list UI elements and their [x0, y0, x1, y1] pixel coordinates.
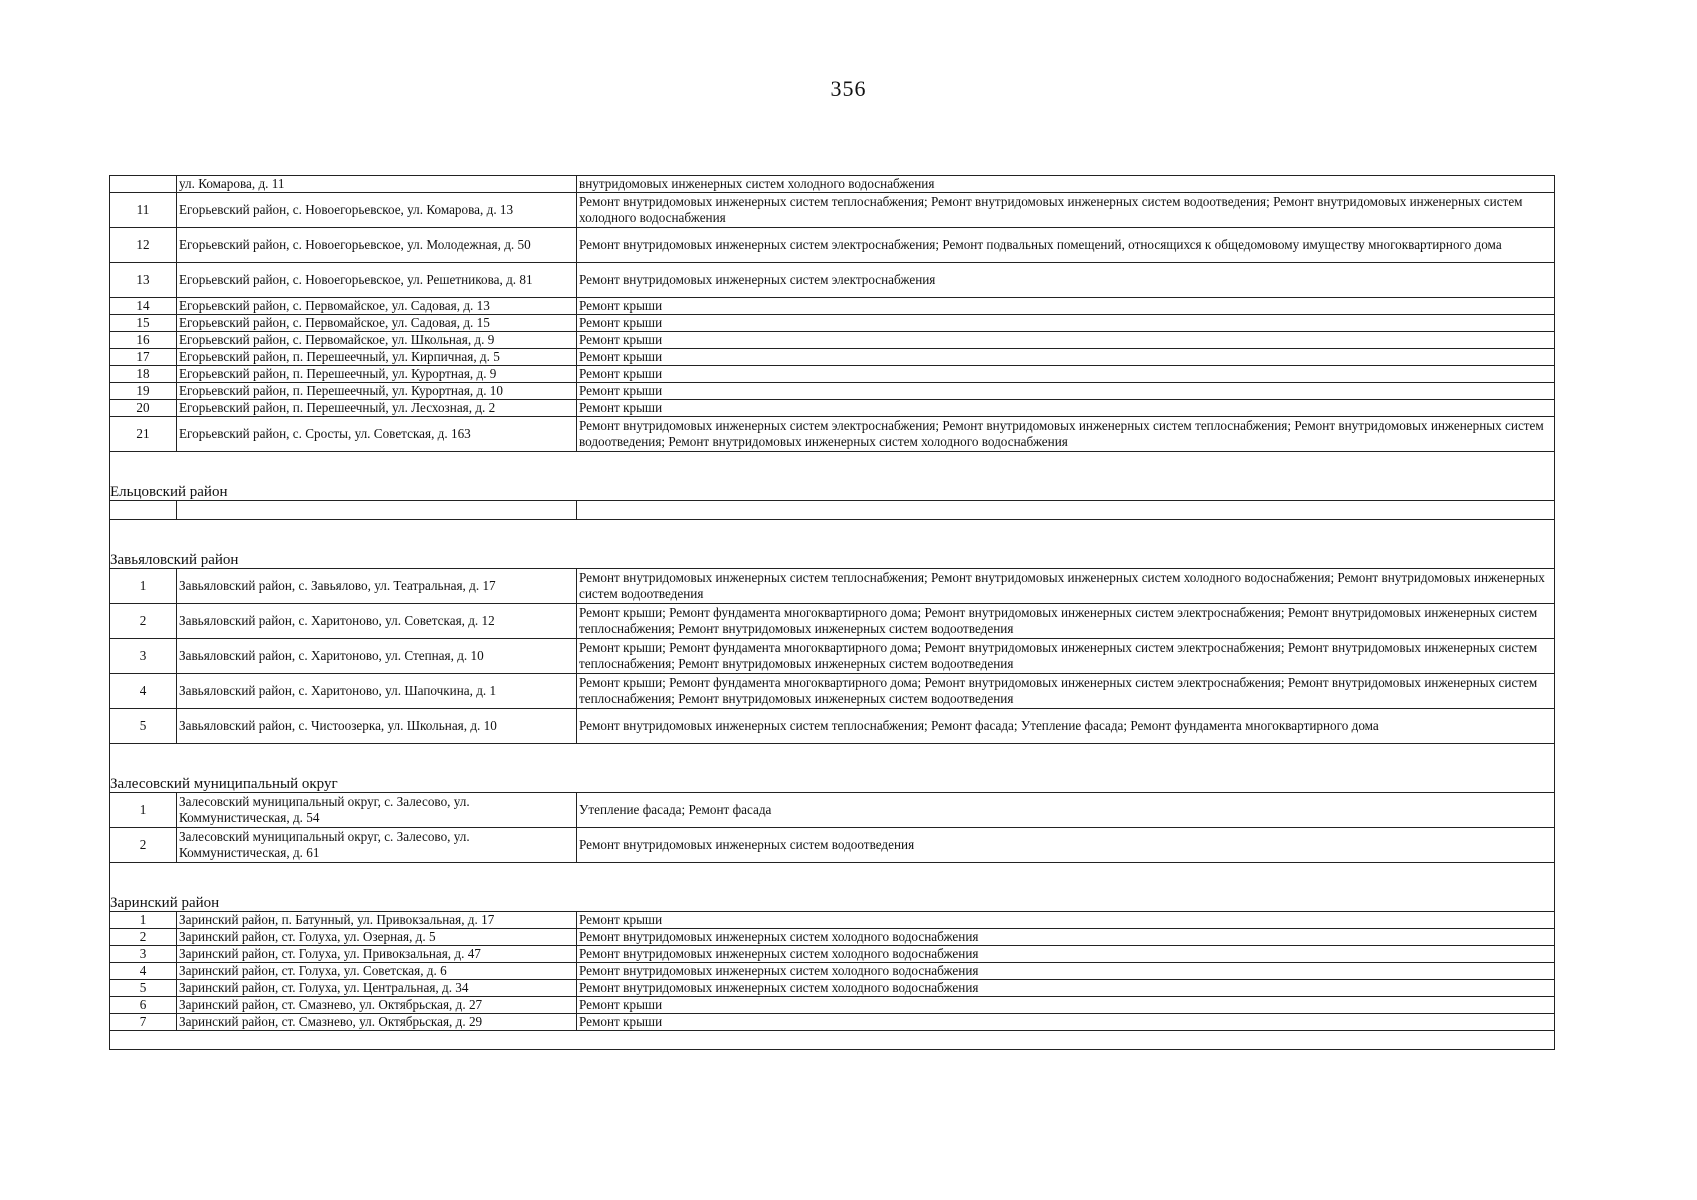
- address-cell: Залесовский муниципальный округ, с. Залесово, ул. Коммунистическая, д. 54: [177, 793, 577, 828]
- address-cell: Егорьевский район, с. Новоегорьевское, ул. Комарова, д. 13: [177, 193, 577, 228]
- work-type-cell: внутридомовых инженерных систем холодного водоснабжения: [577, 176, 1555, 193]
- table-row: [110, 193, 1555, 228]
- address-cell: Егорьевский район, с. Новоегорьевское, ул. Молодежная, д. 50: [177, 228, 577, 263]
- work-type-cell: Ремонт крыши; Ремонт фундамента многоквартирного дома; Ремонт внутридомовых инженерных систем электроснабжения; Ремонт внутридомовых инженерных систем теплоснабжения; Ремонт внутридомовых инженерных систем водоотведения: [577, 604, 1555, 639]
- table-row: [110, 674, 1555, 709]
- work-type-cell: Ремонт внутридомовых инженерных систем холодного водоснабжения: [577, 929, 1555, 946]
- row-number: 1: [110, 793, 177, 828]
- district-header-row: [110, 480, 1555, 501]
- row-number: 14: [110, 298, 177, 315]
- table-row: [110, 400, 1555, 417]
- work-type-cell: Ремонт внутридомовых инженерных систем электроснабжения; Ремонт подвальных помещений, относящихся к общедомовому имуществу многоквартирного дома: [577, 228, 1555, 263]
- row-number: 18: [110, 366, 177, 383]
- table-row: [110, 501, 1555, 520]
- spacer-cell: [110, 1031, 1555, 1050]
- work-type-cell: Ремонт внутридомовых инженерных систем теплоснабжения; Ремонт внутридомовых инженерных систем холодного водоснабжения; Ремонт внутридомовых инженерных систем водоотведения: [577, 569, 1555, 604]
- address-cell: Заринский район, ст. Голуха, ул. Привокзальная, д. 47: [177, 946, 577, 963]
- row-number: 11: [110, 193, 177, 228]
- row-number: 1: [110, 912, 177, 929]
- registry-body: [110, 176, 1555, 1050]
- table-row: [110, 709, 1555, 744]
- row-number: 7: [110, 1014, 177, 1031]
- address-cell: ул. Комарова, д. 11: [177, 176, 577, 193]
- address-cell: Егорьевский район, с. Первомайское, ул. Садовая, д. 15: [177, 315, 577, 332]
- row-number: 16: [110, 332, 177, 349]
- table-row: [110, 963, 1555, 980]
- work-type-cell: Ремонт крыши: [577, 400, 1555, 417]
- row-number: 5: [110, 709, 177, 744]
- address-cell: Егорьевский район, с. Первомайское, ул. Садовая, д. 13: [177, 298, 577, 315]
- spacer-cell: [110, 744, 1555, 773]
- district-name: Ельцовский район: [110, 480, 1555, 501]
- address-cell: Егорьевский район, п. Перешеечный, ул. Лесхозная, д. 2: [177, 400, 577, 417]
- row-number: 5: [110, 980, 177, 997]
- table-row: [110, 298, 1555, 315]
- table-row: [110, 315, 1555, 332]
- row-number: 4: [110, 674, 177, 709]
- address-cell: Заринский район, ст. Смазнево, ул. Октябрьская, д. 29: [177, 1014, 577, 1031]
- work-type-cell: Ремонт внутридомовых инженерных систем электроснабжения; Ремонт внутридомовых инженерных систем теплоснабжения; Ремонт внутридомовых инженерных систем водоотведения; Ремонт внутридомовых инженерных систем холодного водоснабжения: [577, 417, 1555, 452]
- table-row: [110, 980, 1555, 997]
- table-row: [110, 1014, 1555, 1031]
- work-type-cell: Ремонт крыши: [577, 332, 1555, 349]
- table-row: [110, 912, 1555, 929]
- district-header-row: [110, 772, 1555, 793]
- work-type-cell: Ремонт внутридомовых инженерных систем теплоснабжения; Ремонт внутридомовых инженерных систем водоотведения; Ремонт внутридомовых инженерных систем холодного водоснабжения: [577, 193, 1555, 228]
- table-end-row: [110, 1031, 1555, 1050]
- row-number: 1: [110, 569, 177, 604]
- work-type-cell: Ремонт крыши: [577, 366, 1555, 383]
- address-cell: Егорьевский район, п. Перешеечный, ул. Кирпичная, д. 5: [177, 349, 577, 366]
- address-cell: Егорьевский район, п. Перешеечный, ул. Курортная, д. 9: [177, 366, 577, 383]
- row-number: 20: [110, 400, 177, 417]
- address-cell: [177, 501, 577, 520]
- address-cell: Завьяловский район, с. Чистоозерка, ул. Школьная, д. 10: [177, 709, 577, 744]
- spacer-row: [110, 863, 1555, 892]
- row-number: 3: [110, 946, 177, 963]
- work-type-cell: Ремонт крыши: [577, 349, 1555, 366]
- spacer-cell: [110, 863, 1555, 892]
- address-cell: Егорьевский район, с. Сросты, ул. Советская, д. 163: [177, 417, 577, 452]
- table-row: [110, 929, 1555, 946]
- work-type-cell: Ремонт внутридомовых инженерных систем водоотведения: [577, 828, 1555, 863]
- address-cell: Завьяловский район, с. Харитоново, ул. Шапочкина, д. 1: [177, 674, 577, 709]
- work-type-cell: Ремонт крыши: [577, 912, 1555, 929]
- row-number: 2: [110, 604, 177, 639]
- work-type-cell: Утепление фасада; Ремонт фасада: [577, 793, 1555, 828]
- work-type-cell: Ремонт крыши; Ремонт фундамента многоквартирного дома; Ремонт внутридомовых инженерных систем электроснабжения; Ремонт внутридомовых инженерных систем теплоснабжения; Ремонт внутридомовых инженерных систем водоотведения: [577, 674, 1555, 709]
- address-cell: Егорьевский район, с. Первомайское, ул. Школьная, д. 9: [177, 332, 577, 349]
- district-name: Заринский район: [110, 891, 1555, 912]
- work-type-cell: Ремонт крыши: [577, 1014, 1555, 1031]
- table-row: [110, 417, 1555, 452]
- table-row: [110, 793, 1555, 828]
- table-row: [110, 828, 1555, 863]
- row-number: 15: [110, 315, 177, 332]
- page-number: 356: [830, 76, 867, 101]
- spacer-row: [110, 452, 1555, 481]
- table-row: [110, 604, 1555, 639]
- work-type-cell: Ремонт внутридомовых инженерных систем электроснабжения: [577, 263, 1555, 298]
- row-number: [110, 501, 177, 520]
- work-type-cell: Ремонт крыши: [577, 298, 1555, 315]
- address-cell: Завьяловский район, с. Харитоново, ул. Степная, д. 10: [177, 639, 577, 674]
- row-number: 4: [110, 963, 177, 980]
- row-number: 17: [110, 349, 177, 366]
- row-number: 3: [110, 639, 177, 674]
- row-number: [110, 176, 177, 193]
- work-type-cell: Ремонт внутридомовых инженерных систем теплоснабжения; Ремонт фасада; Утепление фасада; Ремонт фундамента многоквартирного дома: [577, 709, 1555, 744]
- address-cell: Заринский район, ст. Голуха, ул. Озерная, д. 5: [177, 929, 577, 946]
- address-cell: Заринский район, ст. Смазнево, ул. Октябрьская, д. 27: [177, 997, 577, 1014]
- address-cell: Залесовский муниципальный округ, с. Залесово, ул. Коммунистическая, д. 61: [177, 828, 577, 863]
- table-row: [110, 639, 1555, 674]
- work-type-cell: Ремонт крыши: [577, 315, 1555, 332]
- spacer-row: [110, 520, 1555, 549]
- table-row: [110, 263, 1555, 298]
- table-row: [110, 569, 1555, 604]
- address-cell: Заринский район, ст. Голуха, ул. Центральная, д. 34: [177, 980, 577, 997]
- spacer-row: [110, 744, 1555, 773]
- row-number: 6: [110, 997, 177, 1014]
- row-number: 21: [110, 417, 177, 452]
- spacer-cell: [110, 452, 1555, 481]
- row-number: 2: [110, 828, 177, 863]
- district-header-row: [110, 891, 1555, 912]
- table-row: [110, 332, 1555, 349]
- row-number: 2: [110, 929, 177, 946]
- work-type-cell: Ремонт крыши: [577, 383, 1555, 400]
- address-cell: Егорьевский район, с. Новоегорьевское, ул. Решетникова, д. 81: [177, 263, 577, 298]
- row-number: 19: [110, 383, 177, 400]
- address-cell: Егорьевский район, п. Перешеечный, ул. Курортная, д. 10: [177, 383, 577, 400]
- work-type-cell: [577, 501, 1555, 520]
- work-type-cell: Ремонт крыши: [577, 997, 1555, 1014]
- spacer-cell: [110, 520, 1555, 549]
- table-row: [110, 176, 1555, 193]
- address-cell: Заринский район, п. Батунный, ул. Привокзальная, д. 17: [177, 912, 577, 929]
- table-row: [110, 946, 1555, 963]
- address-cell: Завьяловский район, с. Харитоново, ул. Советская, д. 12: [177, 604, 577, 639]
- table-row: [110, 366, 1555, 383]
- work-type-cell: Ремонт внутридомовых инженерных систем холодного водоснабжения: [577, 963, 1555, 980]
- table-row: [110, 349, 1555, 366]
- table-row: [110, 997, 1555, 1014]
- table-row: [110, 383, 1555, 400]
- work-type-cell: Ремонт внутридомовых инженерных систем холодного водоснабжения: [577, 946, 1555, 963]
- repair-registry-table: [109, 175, 1555, 1050]
- work-type-cell: Ремонт внутридомовых инженерных систем холодного водоснабжения: [577, 980, 1555, 997]
- row-number: 12: [110, 228, 177, 263]
- address-cell: Завьяловский район, с. Завьялово, ул. Театральная, д. 17: [177, 569, 577, 604]
- district-name: Завьяловский район: [110, 548, 1555, 569]
- district-name: Залесовский муниципальный округ: [110, 772, 1555, 793]
- district-header-row: [110, 548, 1555, 569]
- work-type-cell: Ремонт крыши; Ремонт фундамента многоквартирного дома; Ремонт внутридомовых инженерных систем электроснабжения; Ремонт внутридомовых инженерных систем теплоснабжения; Ремонт внутридомовых инженерных систем водоотведения: [577, 639, 1555, 674]
- table-row: [110, 228, 1555, 263]
- address-cell: Заринский район, ст. Голуха, ул. Советская, д. 6: [177, 963, 577, 980]
- row-number: 13: [110, 263, 177, 298]
